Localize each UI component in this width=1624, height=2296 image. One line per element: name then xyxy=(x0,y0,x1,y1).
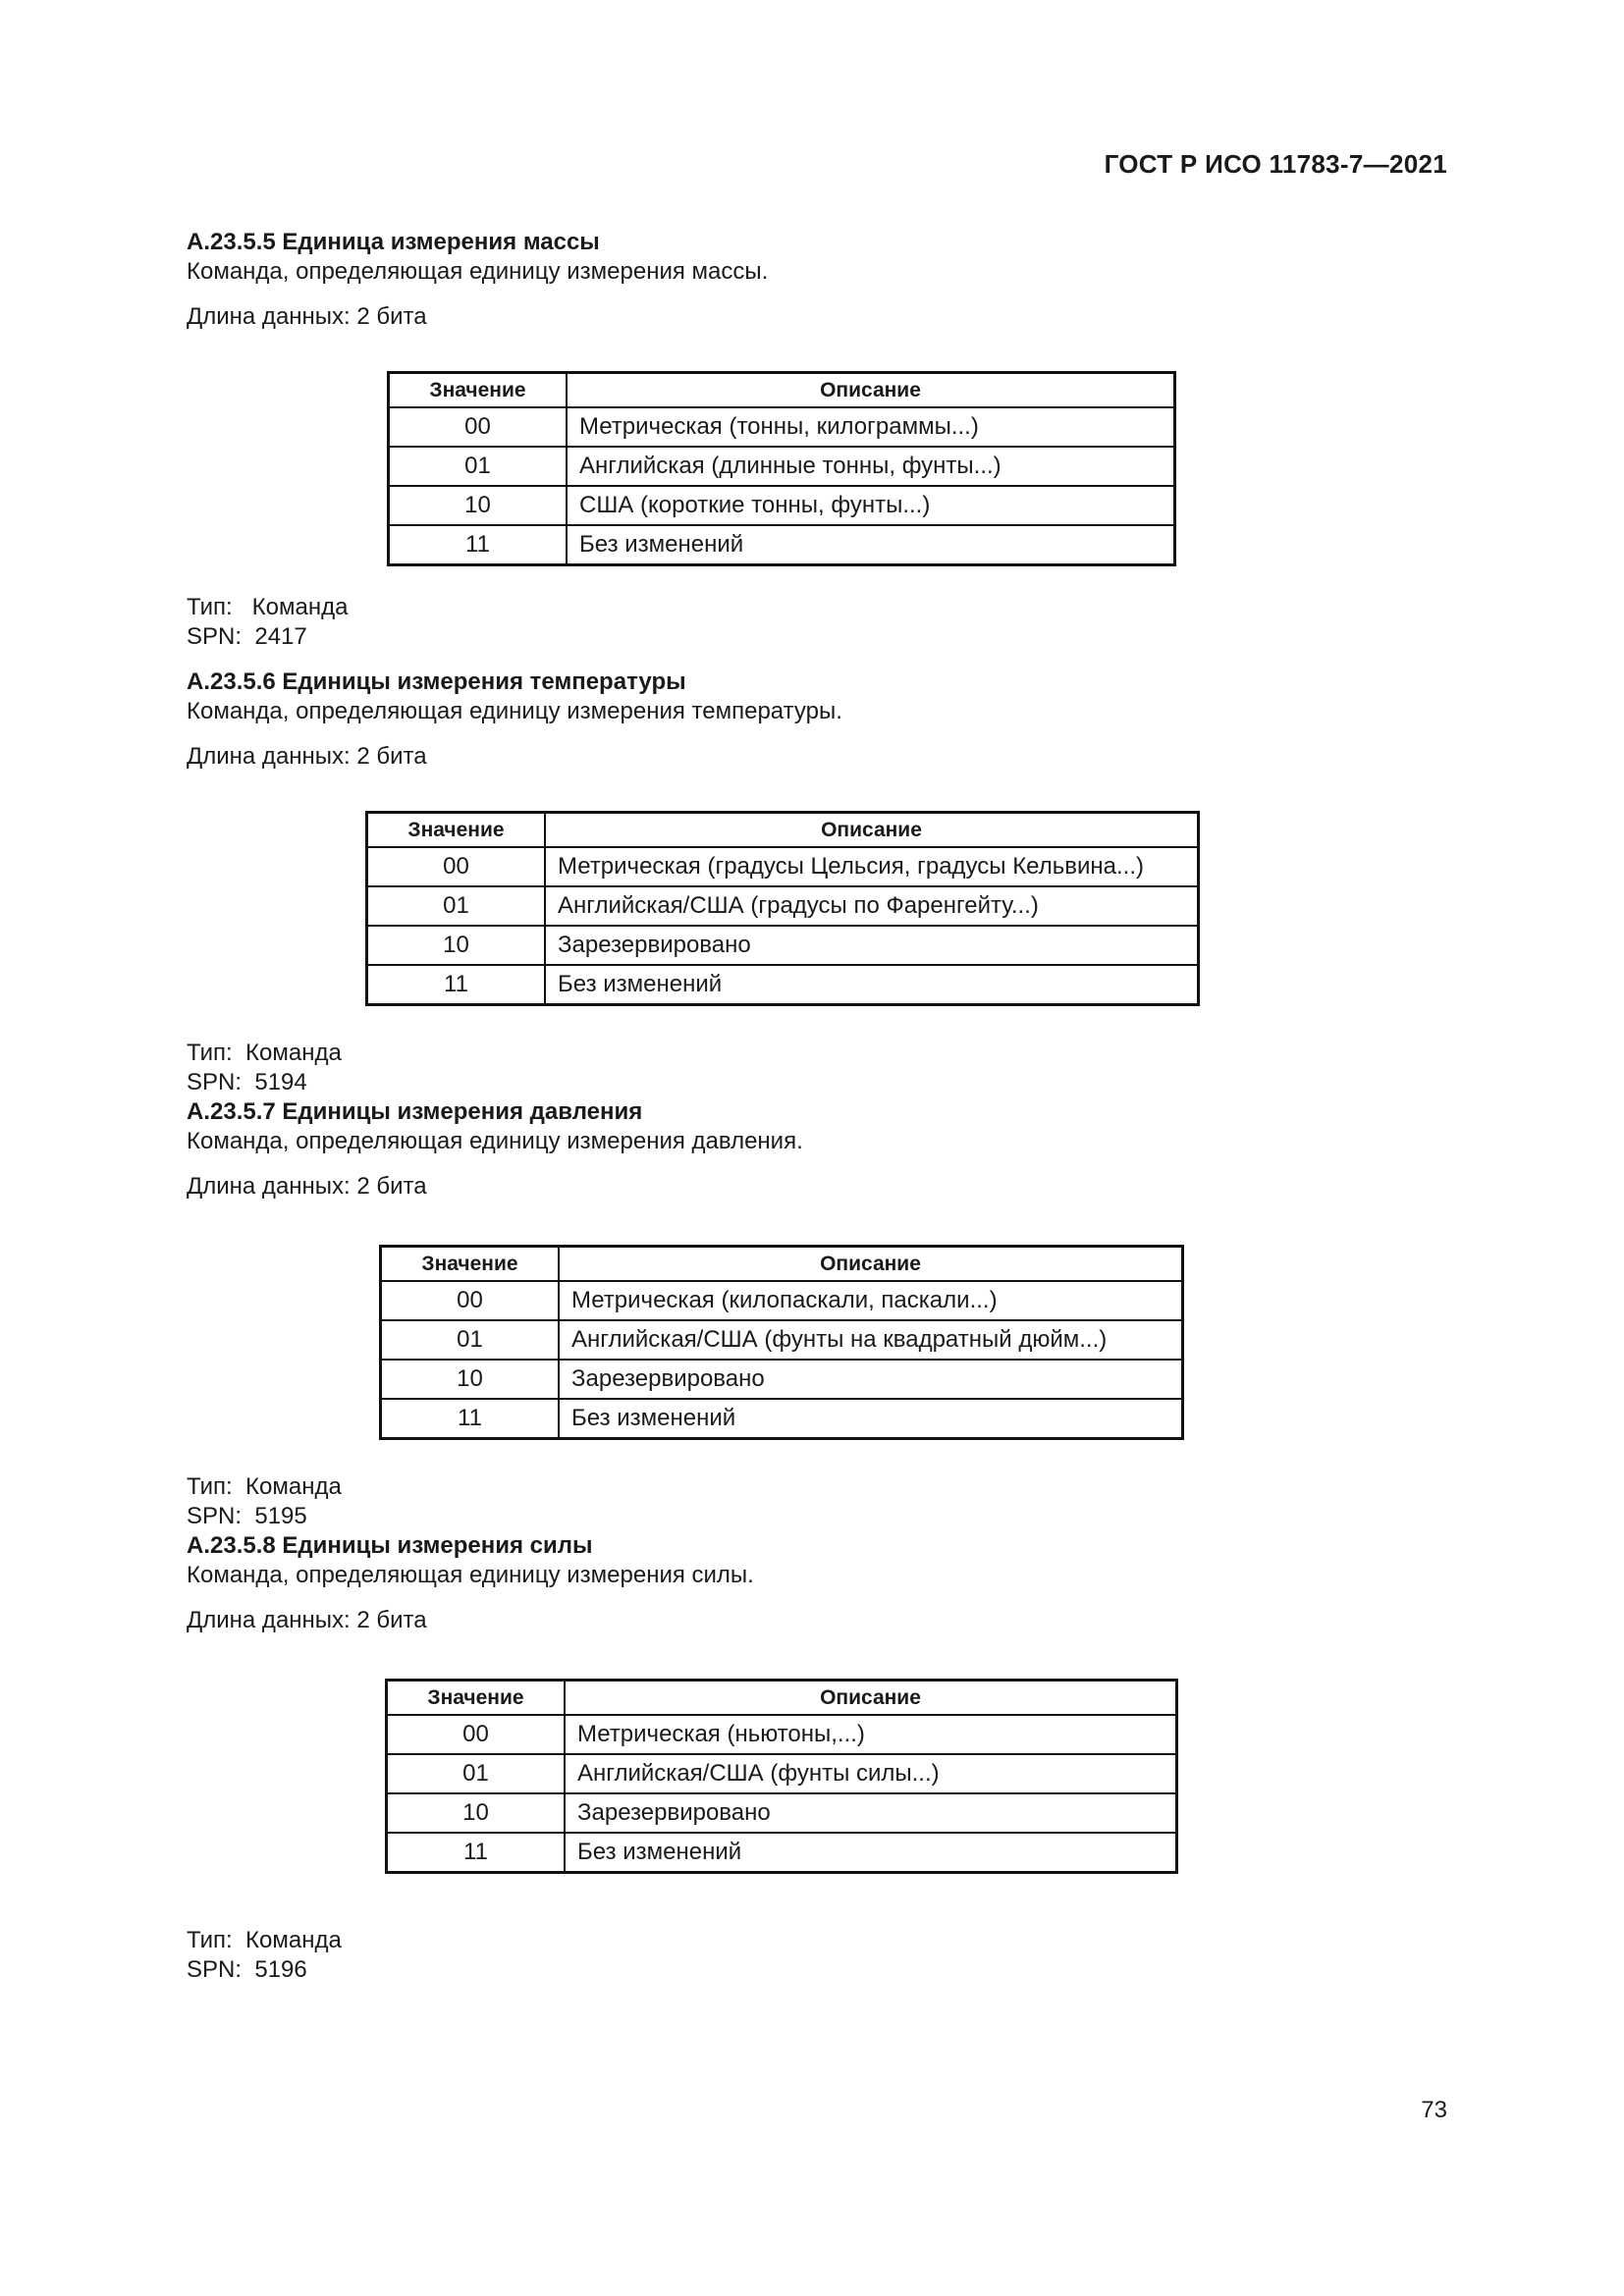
table-header-row xyxy=(389,373,1175,408)
description-cell: Английская (длинные тонны, фунты...) xyxy=(567,447,1175,486)
value-cell: 11 xyxy=(389,525,568,565)
value-header: Значение xyxy=(381,1247,560,1282)
table-header-row xyxy=(367,813,1199,848)
value-cell: 00 xyxy=(387,1715,566,1754)
description-cell: Без изменений xyxy=(545,965,1199,1005)
table-row xyxy=(389,525,1175,565)
table-row xyxy=(389,407,1175,447)
page-number: 73 xyxy=(1421,2097,1447,2123)
table-row xyxy=(387,1833,1177,1873)
description-cell: Английская/США (фунты силы...) xyxy=(565,1754,1177,1793)
type-line: Тип: Команда xyxy=(187,594,349,620)
spn-line: SPN: 5195 xyxy=(187,1503,307,1529)
table-row xyxy=(381,1399,1183,1439)
section-mass-units xyxy=(187,228,1453,332)
force-units-table xyxy=(385,1679,1178,1874)
description-cell: Метрическая (тонны, килограммы...) xyxy=(567,407,1175,447)
pressure-units-table xyxy=(379,1245,1184,1440)
value-cell: 01 xyxy=(367,886,546,926)
value-header: Значение xyxy=(389,373,568,408)
description-cell: Без изменений xyxy=(565,1833,1177,1873)
type-line: Тип: Команда xyxy=(187,1040,342,1066)
section-intro: Команда, определяющая единицу измерения массы. xyxy=(187,258,769,285)
data-length: Длина данных: 2 бита xyxy=(187,1173,427,1200)
description-header: Описание xyxy=(545,813,1199,848)
description-header: Описание xyxy=(565,1681,1177,1716)
type-line: Тип: Команда xyxy=(187,1927,342,1953)
description-cell: Без изменений xyxy=(559,1399,1183,1439)
section-temperature-units xyxy=(187,667,1453,772)
value-cell: 01 xyxy=(381,1320,560,1360)
value-cell: 01 xyxy=(389,447,568,486)
section-pressure-units xyxy=(187,1097,1453,1201)
description-cell: Без изменений xyxy=(567,525,1175,565)
section-intro: Команда, определяющая единицу измерения силы. xyxy=(187,1562,754,1588)
table-row xyxy=(381,1320,1183,1360)
standard-header: ГОСТ Р ИСО 11783-7—2021 xyxy=(1104,149,1447,179)
section-force-units xyxy=(187,1531,1453,1635)
spn-line: SPN: 5196 xyxy=(187,1956,307,1983)
table-row xyxy=(389,486,1175,525)
description-cell: Метрическая (килопаскали, паскали...) xyxy=(559,1281,1183,1320)
table-row xyxy=(367,847,1199,886)
value-cell: 10 xyxy=(367,926,546,965)
description-header: Описание xyxy=(567,373,1175,408)
table-row xyxy=(367,886,1199,926)
table-header-row xyxy=(381,1247,1183,1282)
description-cell: Зарезервировано xyxy=(559,1360,1183,1399)
description-cell: Метрическая (ньютоны,...) xyxy=(565,1715,1177,1754)
value-header: Значение xyxy=(387,1681,566,1716)
spn-line: SPN: 2417 xyxy=(187,623,307,650)
value-cell: 10 xyxy=(387,1793,566,1833)
data-length: Длина данных: 2 бита xyxy=(187,743,427,770)
data-length: Длина данных: 2 бита xyxy=(187,1607,427,1633)
table-row xyxy=(387,1715,1177,1754)
pressure-units-meta xyxy=(187,1472,1453,1531)
value-header: Значение xyxy=(367,813,546,848)
type-line: Тип: Команда xyxy=(187,1473,342,1500)
section-title: А.23.5.7 Единицы измерения давления xyxy=(187,1098,643,1125)
table-row xyxy=(367,926,1199,965)
value-cell: 10 xyxy=(381,1360,560,1399)
mass-units-meta xyxy=(187,593,1453,652)
section-title: А.23.5.5 Единица измерения массы xyxy=(187,229,600,255)
mass-units-table xyxy=(387,371,1176,566)
table-row xyxy=(381,1360,1183,1399)
description-cell: Зарезервировано xyxy=(545,926,1199,965)
description-cell: США (короткие тонны, фунты...) xyxy=(567,486,1175,525)
value-cell: 00 xyxy=(367,847,546,886)
force-units-meta xyxy=(187,1926,1453,1985)
table-row xyxy=(387,1793,1177,1833)
table-row xyxy=(381,1281,1183,1320)
spn-line: SPN: 5194 xyxy=(187,1069,307,1095)
temperature-units-table xyxy=(365,811,1200,1006)
table-row xyxy=(389,447,1175,486)
description-cell: Зарезервировано xyxy=(565,1793,1177,1833)
description-cell: Метрическая (градусы Цельсия, градусы Кельвина...) xyxy=(545,847,1199,886)
value-cell: 00 xyxy=(381,1281,560,1320)
section-intro: Команда, определяющая единицу измерения давления. xyxy=(187,1128,803,1154)
table-header-row xyxy=(387,1681,1177,1716)
table-row xyxy=(387,1754,1177,1793)
value-cell: 11 xyxy=(387,1833,566,1873)
section-title: А.23.5.6 Единицы измерения температуры xyxy=(187,668,686,695)
temperature-units-meta xyxy=(187,1039,1453,1097)
value-cell: 00 xyxy=(389,407,568,447)
value-cell: 11 xyxy=(381,1399,560,1439)
table-row xyxy=(367,965,1199,1005)
description-cell: Английская/США (градусы по Фаренгейту...) xyxy=(545,886,1199,926)
description-header: Описание xyxy=(559,1247,1183,1282)
value-cell: 11 xyxy=(367,965,546,1005)
description-cell: Английская/США (фунты на квадратный дюйм...) xyxy=(559,1320,1183,1360)
section-title: А.23.5.8 Единицы измерения силы xyxy=(187,1532,593,1559)
section-intro: Команда, определяющая единицу измерения температуры. xyxy=(187,698,842,724)
data-length: Длина данных: 2 бита xyxy=(187,303,427,330)
value-cell: 01 xyxy=(387,1754,566,1793)
value-cell: 10 xyxy=(389,486,568,525)
